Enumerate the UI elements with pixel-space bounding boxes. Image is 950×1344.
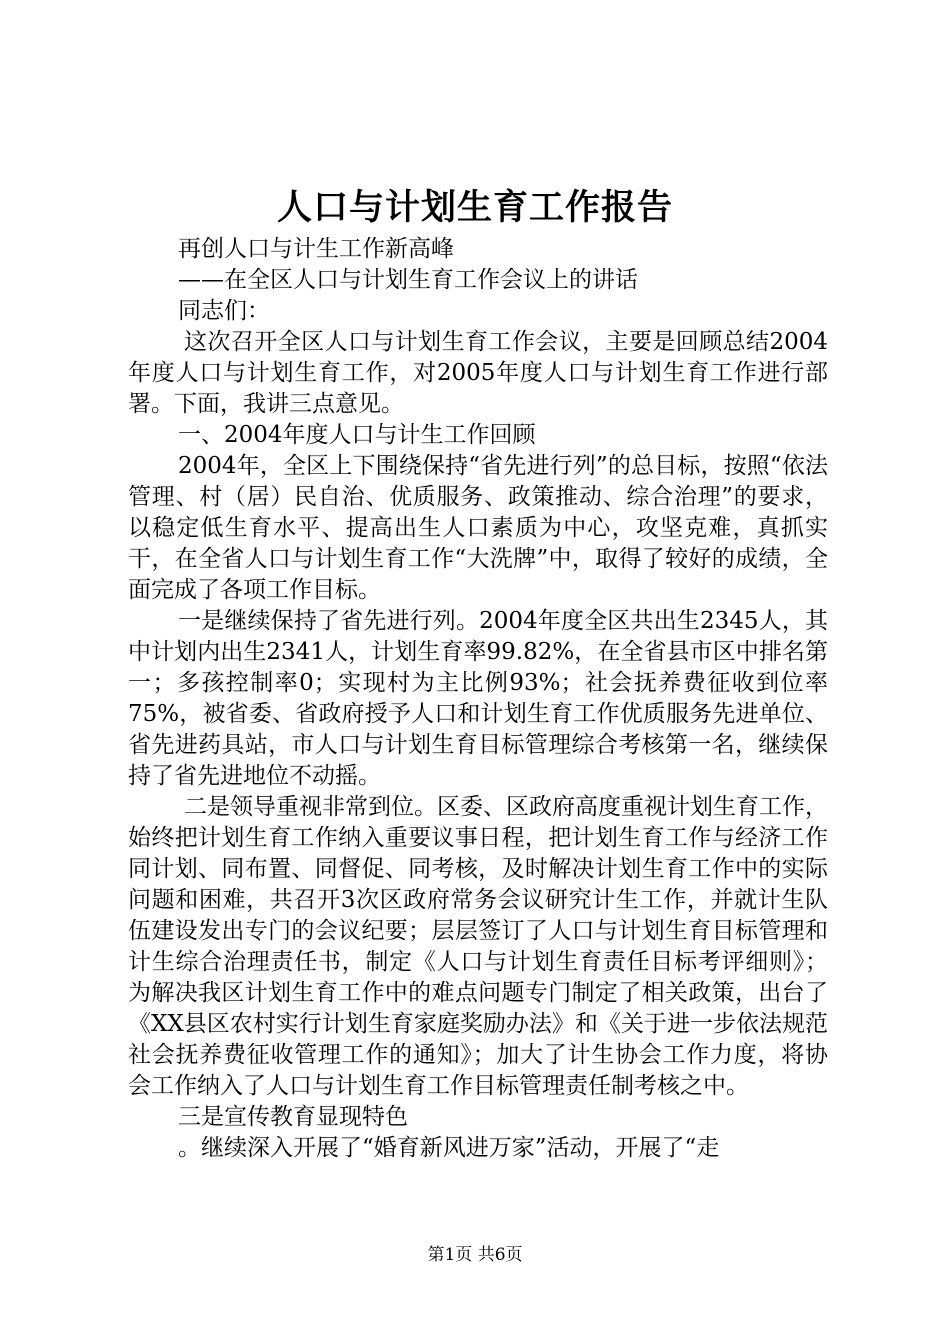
paragraph: 二是领导重视非常到位。区委、区政府高度重视计划生育工作，始终把计划生育工作纳入重要议事日程，把计划生育工作与经济工作同计划、同布置、同督促、同考核，及时解决计划生育工作中的实际问题和困难，共召开3次区政府常务会议研究计生工作，并就计生队伍建设发出专门的会议纪要；层层签订了人口与计划生育目标管理和计生综合治理责任书，制定《人口与计划生育责任目标考评细则》；为解决我区计划生育工作中的难点问题专门制定了相关政策，出台了《XX县区农村实行计划生育家庭奖励办法》和《关于进一步依法规范社会抚养费征收管理工作的通知》；加大了计生协会工作力度，将协会工作纳入了人口与计划生育工作目标管理责任制考核之中。 bbox=[128, 794, 828, 1099]
document-body bbox=[128, 234, 828, 1164]
paragraph: 2004年，全区上下围绕保持“省先进行列”的总目标，按照“依法管理、村（居）民自治、优质服务、政策推动、综合治理”的要求，以稳定低生育水平、提高出生人口素质为中心，攻坚克难，真抓实干，在全省人口与计划生育工作“大洗牌”中，取得了较好的成绩，全面完成了各项工作目标。 bbox=[128, 453, 828, 603]
paragraph: 一是继续保持了省先进行列。2004年度全区共出生2345人，其中计划内出生2341人，计划生育率99.82%，在全省县市区中排名第一；多孩控制率0；实现村为主比例93%；社会抚养费征收到位率75%，被省委、省政府授予人口和计划生育工作优质服务先进单位、省先进药具站，市人口与计划生育目标管理综合考核第一名，继续保持了省先进地位不动摇。 bbox=[128, 608, 828, 789]
paragraph: 。继续深入开展了“婚育新风进万家”活动，开展了“走 bbox=[178, 1135, 720, 1161]
sub-heading: 三是宣传教育显现特色 bbox=[178, 1104, 408, 1130]
document-title: 人口与计划生育工作报告 bbox=[276, 187, 673, 228]
paragraph: 这次召开全区人口与计划生育工作会议，主要是回顾总结2004年度人口与计划生育工作，对2005年度人口与计划生育工作进行部署。下面，我讲三点意见。 bbox=[128, 329, 828, 417]
speech-line: ——在全区人口与计划生育工作会议上的讲话 bbox=[178, 267, 638, 293]
subtitle: 再创人口与计生工作新高峰 bbox=[178, 236, 454, 262]
salutation: 同志们： bbox=[178, 298, 270, 324]
section-heading: 一、2004年度人口与计生工作回顾 bbox=[178, 422, 536, 448]
page-footer: 第1页 共6页 bbox=[427, 1245, 523, 1265]
